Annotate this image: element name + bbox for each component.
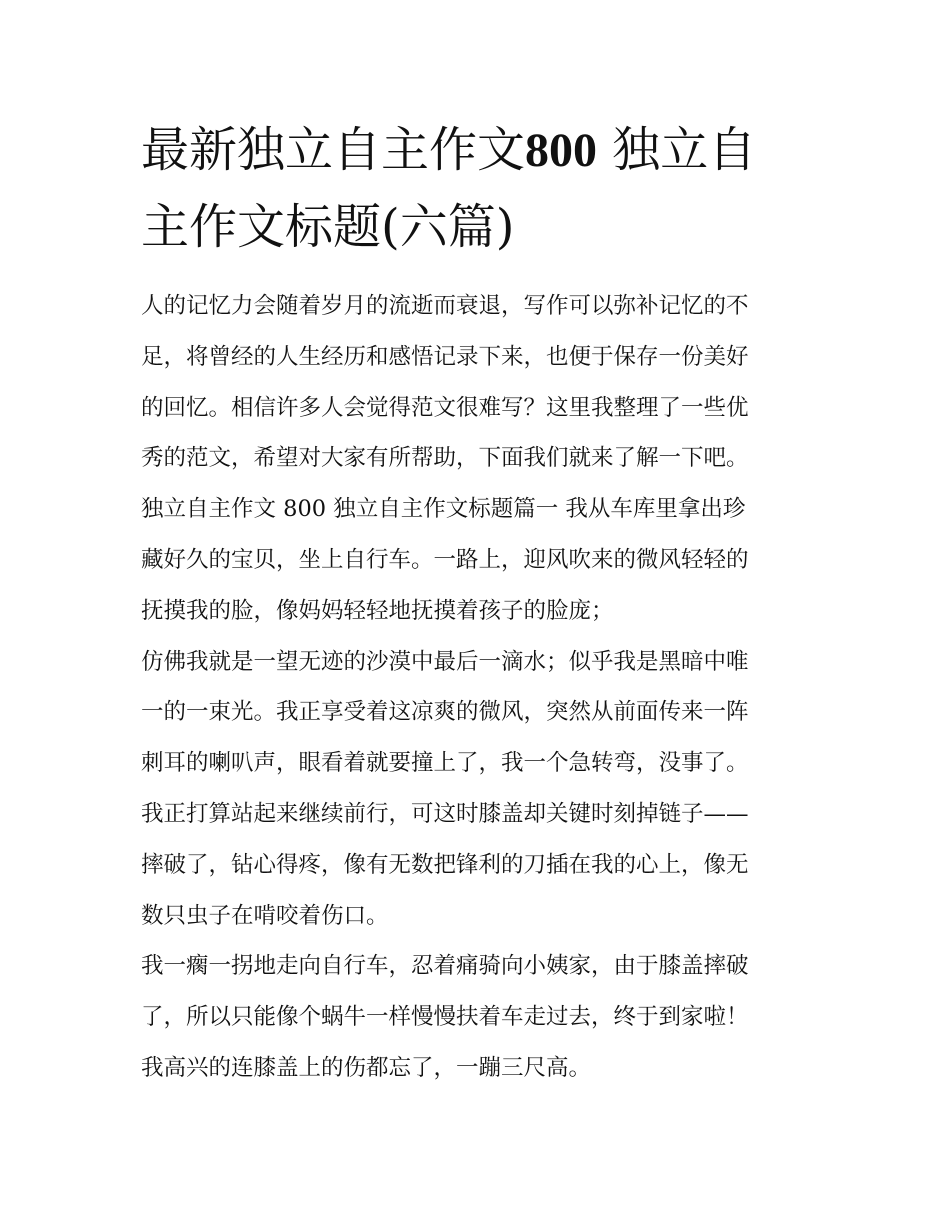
text-line: 秀的范文，希望对大家有所帮助，下面我们就来了解一下吧。 (141, 445, 749, 472)
text-line: 了，所以只能像个蜗牛一样慢慢扶着车走过去，终于到家啦！ (141, 1004, 749, 1031)
text-line: 抚摸我的脸，像妈妈轻轻地抚摸着孩子的脸庞； (141, 597, 614, 624)
document-title (141, 112, 813, 265)
text-line: 仿佛我就是一望无迹的沙漠中最后一滴水；似乎我是黑暗中唯 (141, 648, 749, 675)
title-number: 800 (525, 124, 598, 177)
text-line: 摔破了，钻心得疼，像有无数把锋利的刀插在我的心上，像无 (141, 851, 749, 878)
title-text-part2: 独立自 (612, 122, 757, 178)
text-line: 藏好久的宝贝，坐上自行车。一路上，迎风吹来的微风轻轻的 (141, 546, 749, 573)
text-line: 数只虫子在啃咬着伤口。 (141, 902, 389, 929)
text-line: 我一瘸一拐地走向自行车，忍着痛骑向小姨家，由于膝盖摔破 (141, 953, 749, 980)
text-line: 我高兴的连膝盖上的伤都忘了，一蹦三尺高。 (141, 1054, 592, 1081)
text-line: 的回忆。相信许多人会觉得范文很难写？这里我整理了一些优 (141, 394, 749, 421)
text-line: 足，将曾经的人生经历和感悟记录下来，也便于保存一份美好 (141, 343, 749, 370)
text-line: 刺耳的喇叭声，眼看着就要撞上了，我一个急转弯，没事了。 (141, 750, 749, 777)
title-text-part1: 最新独立自主作文 (141, 122, 526, 178)
title-text-line2: 主作文标题(六篇) (141, 199, 515, 255)
text-line: 一的一束光。我正享受着这凉爽的微风，突然从前面传来一阵 (141, 699, 749, 726)
text-line: 人的记忆力会随着岁月的流逝而衰退，写作可以弥补记忆的不 (141, 293, 749, 319)
text-line: 我正打算站起来继续前行，可这时膝盖却关键时刻掉链子—— (141, 800, 749, 827)
text-line: 独立自主作文 800 独立自主作文标题篇一 我从车库里拿出珍 (141, 496, 746, 523)
document-content (141, 112, 813, 1094)
